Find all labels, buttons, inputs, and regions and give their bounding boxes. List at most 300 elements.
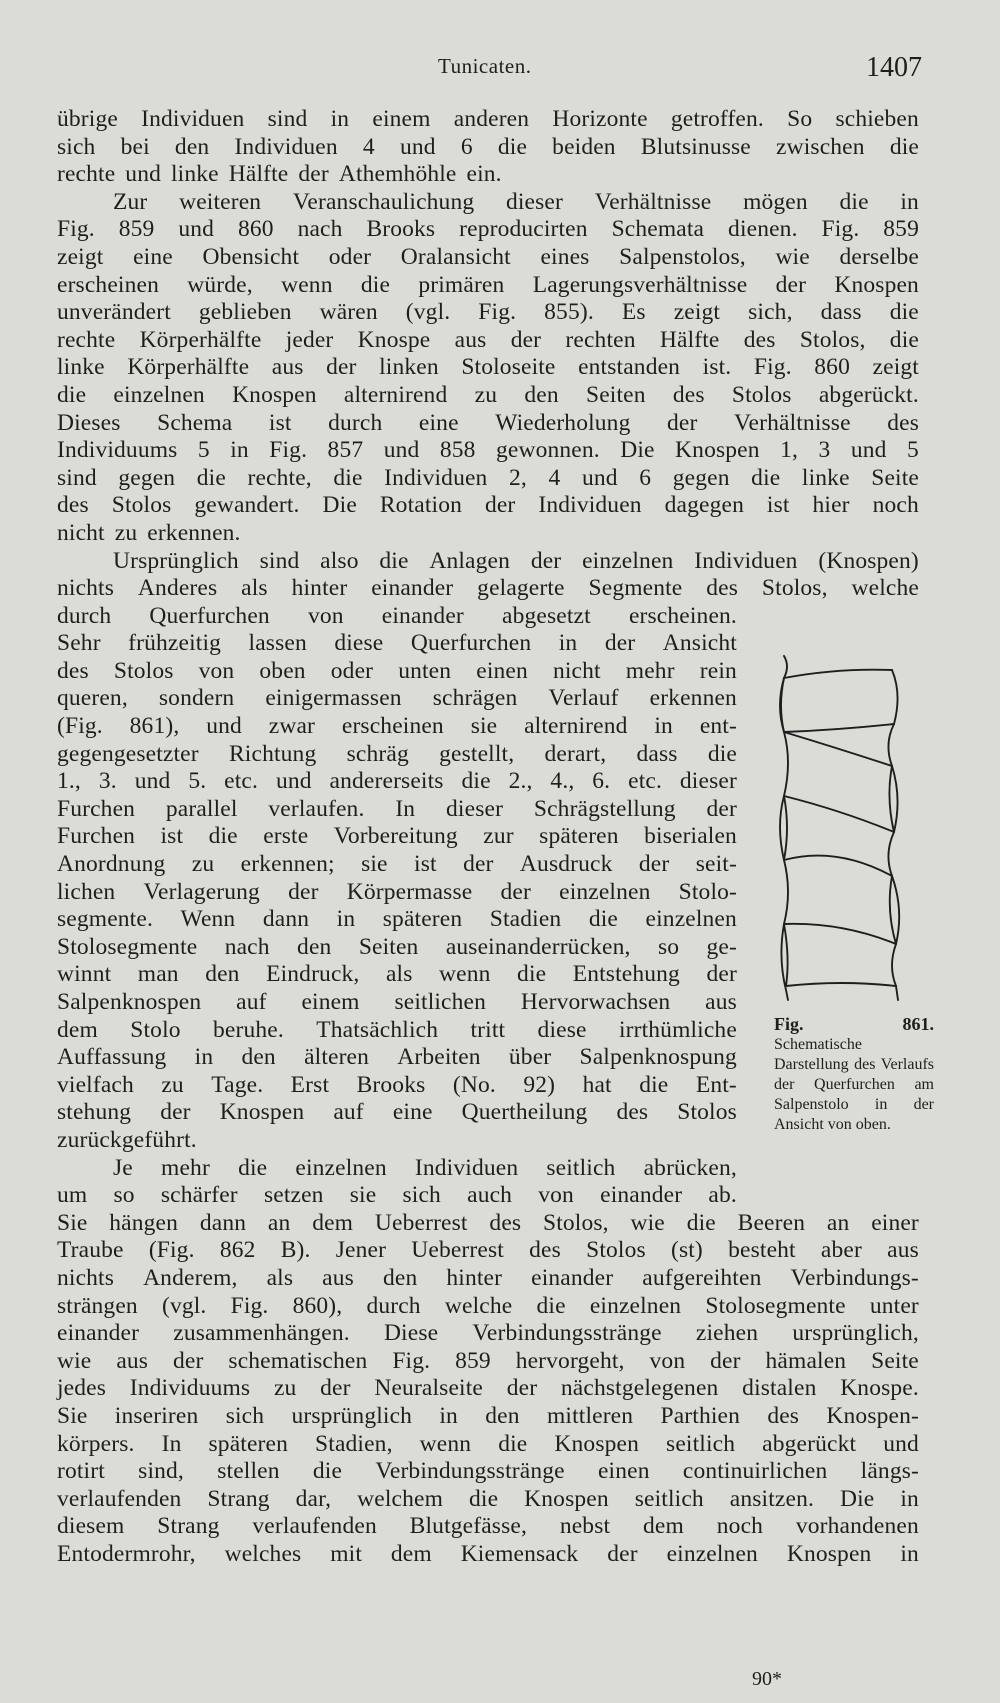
- word: winnt: [57, 961, 112, 988]
- word: sich: [57, 133, 96, 160]
- word: der: [463, 851, 494, 878]
- text-line: [57, 685, 737, 713]
- word: und: [275, 768, 312, 795]
- word: die: [379, 547, 409, 574]
- word: linken: [379, 354, 439, 381]
- word: und: [582, 464, 618, 491]
- word: Stolos: [111, 492, 172, 519]
- word: aus: [454, 326, 487, 353]
- word: oder: [330, 657, 374, 684]
- word: Individuen: [234, 133, 338, 160]
- word: zurückgeführt.: [57, 1126, 197, 1153]
- word: der: [298, 161, 329, 188]
- word: der: [530, 547, 562, 574]
- word: schrägen: [432, 685, 518, 712]
- word: schräg: [346, 740, 409, 767]
- word: einzelnen: [666, 1540, 758, 1567]
- word: sind: [259, 547, 300, 574]
- word: sich: [402, 1182, 441, 1209]
- text-line: [57, 1155, 737, 1183]
- word: Fig.: [230, 1292, 269, 1319]
- word: Stolos: [113, 657, 174, 684]
- word: dagegen: [664, 492, 744, 519]
- word: Ent-: [695, 1071, 737, 1098]
- word: schieben: [835, 106, 919, 132]
- text-line: [57, 989, 737, 1017]
- word: verlaufenden: [57, 1485, 182, 1512]
- word: stellen: [217, 1458, 280, 1485]
- text-line: [57, 1348, 919, 1376]
- word: späteren: [539, 823, 619, 850]
- word: dass: [820, 299, 862, 326]
- word: der: [710, 1347, 741, 1374]
- word: Auffassung: [57, 1044, 167, 1071]
- word: einander: [600, 1182, 683, 1209]
- word: Wiederholung: [495, 409, 631, 436]
- word: 859: [118, 216, 155, 243]
- word: erkennen;: [240, 851, 335, 878]
- word: Anordnung: [57, 851, 166, 878]
- word: 92): [523, 1071, 556, 1098]
- text-line: [57, 1320, 919, 1348]
- word: etc.: [224, 768, 259, 795]
- word: gewandert.: [194, 492, 300, 519]
- word: Individuen: [694, 547, 798, 574]
- word: in: [900, 1540, 919, 1567]
- word: hat: [582, 1071, 612, 1098]
- text-line: [57, 1182, 737, 1210]
- word: die: [889, 326, 919, 353]
- word: welches: [224, 1540, 302, 1567]
- word: Knospen: [786, 1540, 872, 1567]
- word: Lagerungsverhältnisse: [532, 271, 748, 298]
- word: primären: [418, 271, 505, 298]
- word: der: [288, 878, 319, 905]
- word: zeigt: [872, 354, 919, 381]
- word: 2,: [509, 464, 527, 491]
- word: Je: [113, 1154, 133, 1181]
- word: erscheinen.: [628, 602, 737, 629]
- word: lassen: [248, 630, 307, 657]
- word: nebst: [559, 1513, 611, 1540]
- word: Verlauf: [548, 685, 619, 712]
- word: Individuen: [384, 464, 488, 491]
- word: an: [267, 1209, 291, 1236]
- word: des: [887, 409, 919, 436]
- word: Salpenknospung: [579, 1044, 737, 1071]
- word: hier: [812, 492, 850, 519]
- word: so: [657, 933, 680, 960]
- word: Salpenknospen: [57, 989, 202, 1015]
- word: strängen: [57, 1292, 138, 1319]
- word: welche: [444, 1292, 513, 1319]
- word: sie: [349, 1182, 377, 1209]
- word: Stoloseite: [461, 354, 556, 381]
- word: Strang: [157, 1513, 220, 1540]
- word: zu: [474, 381, 498, 408]
- word: die: [707, 740, 737, 767]
- word: als: [241, 575, 268, 602]
- word: (st): [670, 1237, 703, 1264]
- word: Ausdruck: [519, 851, 613, 878]
- word: des: [616, 1099, 649, 1126]
- word: verlaufenden: [252, 1513, 377, 1540]
- word: zusammenhängen.: [173, 1320, 350, 1347]
- word: sich: [225, 1402, 265, 1429]
- word: der: [326, 354, 357, 381]
- word: Seite: [871, 1347, 919, 1374]
- text-line: [57, 768, 737, 796]
- word: Traube: [57, 1237, 124, 1264]
- word: seitlich: [666, 1430, 736, 1457]
- word: queren,: [57, 685, 128, 712]
- word: (vgl.: [161, 1292, 207, 1319]
- word: in: [654, 713, 673, 740]
- word: der: [173, 1347, 204, 1374]
- word: oder: [328, 243, 372, 270]
- word: den: [297, 933, 332, 960]
- word: seitlichen: [394, 989, 487, 1015]
- word: Stolo: [130, 1016, 181, 1043]
- word: Verlagerung: [143, 878, 260, 905]
- word: einzelnen: [559, 878, 651, 905]
- word: einander: [57, 1320, 140, 1347]
- word: 6.: [592, 768, 611, 795]
- word: Individuen: [141, 106, 245, 132]
- word: Verbindungsstränge: [472, 1320, 662, 1347]
- word: Fig.: [392, 1347, 431, 1374]
- word: Schrägstellung: [533, 795, 676, 822]
- word: eines: [540, 243, 590, 270]
- word: Sehr: [57, 630, 101, 657]
- word: ziehen: [695, 1320, 759, 1347]
- word: einzelnen: [582, 547, 674, 574]
- text-line: [57, 1513, 919, 1541]
- text-line: [57, 520, 919, 548]
- word: ist: [414, 851, 437, 878]
- word: des: [57, 657, 89, 684]
- word: nach: [297, 216, 343, 243]
- text-line: [57, 492, 919, 520]
- word: setzen: [263, 1182, 324, 1209]
- word: getroffen.: [670, 106, 764, 132]
- word: ursprünglich,: [792, 1320, 919, 1347]
- text-line: [57, 1127, 737, 1155]
- word: den: [174, 133, 210, 160]
- page-header: [0, 52, 1000, 92]
- word: Anderem,: [143, 1264, 238, 1291]
- word: 4.,: [550, 768, 575, 795]
- word: segmente.: [57, 906, 153, 933]
- word: die: [469, 1485, 499, 1512]
- word: welchem: [357, 1485, 444, 1512]
- word: Stolos,: [543, 1209, 609, 1236]
- word: einander: [381, 602, 464, 629]
- word: des: [489, 1209, 522, 1236]
- word: vielfach: [57, 1071, 134, 1098]
- word: die: [686, 1209, 716, 1236]
- text-line: [57, 272, 919, 300]
- word: vorhandenen: [795, 1513, 919, 1540]
- word: Sie: [57, 1209, 88, 1236]
- word: oben: [259, 657, 306, 684]
- page-number: 1407: [866, 52, 922, 83]
- word: den: [382, 1264, 418, 1291]
- word: Ursprünglich: [113, 547, 239, 574]
- word: erkennen.: [147, 519, 241, 546]
- word: die: [497, 133, 528, 160]
- word: über: [508, 1044, 552, 1071]
- word: eine: [418, 409, 459, 436]
- word: aus: [116, 1347, 149, 1374]
- word: in: [330, 106, 350, 132]
- word: gelagerte: [477, 575, 565, 602]
- word: die: [238, 1154, 268, 1181]
- word: Brooks: [356, 1071, 426, 1098]
- word: nicht: [57, 519, 105, 546]
- word: noch: [716, 1513, 764, 1540]
- word: Verhältnisse: [594, 188, 712, 215]
- word: dieser: [679, 768, 737, 795]
- word: 2.,: [508, 768, 533, 795]
- word: die: [312, 1458, 343, 1485]
- text-line: [57, 1265, 919, 1293]
- word: des: [672, 381, 705, 408]
- word: reproducirten: [459, 216, 588, 243]
- word: 3: [818, 437, 831, 464]
- text-line: [57, 327, 919, 355]
- word: Fig.: [57, 216, 95, 243]
- word: eine: [392, 1099, 433, 1126]
- word: würde,: [187, 271, 253, 298]
- word: diesem: [57, 1513, 125, 1540]
- text-line: [57, 1210, 919, 1238]
- word: mit: [330, 1540, 363, 1567]
- word: von: [307, 602, 344, 629]
- word: Furchen: [57, 823, 136, 850]
- word: Individuen: [538, 492, 642, 519]
- text-line: [57, 161, 919, 189]
- word: ist: [268, 409, 292, 436]
- word: 6: [639, 464, 652, 491]
- word: beruhe.: [213, 1016, 284, 1043]
- word: Obensicht: [202, 243, 300, 270]
- word: dann: [199, 1209, 247, 1236]
- word: der: [638, 851, 670, 878]
- word: in: [194, 1044, 214, 1071]
- word: Rotation: [379, 492, 463, 519]
- word: sind,: [138, 1458, 184, 1485]
- figure-861: [762, 648, 952, 1135]
- word: 862: [219, 1237, 256, 1264]
- text-line: [57, 410, 919, 438]
- word: der: [506, 1375, 538, 1402]
- word: durch: [366, 1292, 421, 1319]
- word: 860: [814, 354, 850, 381]
- word: Stolosegmente: [705, 1292, 846, 1319]
- text-line: [57, 1099, 737, 1127]
- word: Neuralseite: [374, 1375, 483, 1402]
- word: Oralansicht: [400, 243, 511, 270]
- word: die: [208, 823, 238, 850]
- word: einander: [371, 575, 454, 602]
- word: Stadien: [489, 906, 562, 933]
- text-line: [57, 851, 737, 879]
- word: nach: [224, 933, 270, 960]
- word: sind: [57, 464, 97, 491]
- word: hervorgeht,: [515, 1347, 625, 1374]
- word: einen: [476, 657, 528, 684]
- word: seit-: [695, 851, 737, 878]
- word: wie: [775, 243, 810, 270]
- text-line: [57, 106, 919, 134]
- word: derselbe: [839, 243, 919, 270]
- word: wären: [319, 299, 378, 326]
- word: einander: [531, 1264, 614, 1291]
- word: sie: [470, 713, 498, 740]
- text-line: [57, 879, 737, 907]
- word: Fig.: [821, 216, 860, 243]
- word: der: [500, 878, 531, 905]
- word: die: [889, 133, 919, 160]
- word: dass: [636, 740, 678, 767]
- word: 859: [455, 1347, 491, 1374]
- word: Es: [621, 299, 646, 326]
- word: Parthien: [660, 1402, 740, 1429]
- word: weiteren: [179, 188, 262, 215]
- word: wenn: [439, 961, 491, 988]
- word: zu: [114, 519, 138, 546]
- word: die: [196, 464, 226, 491]
- word: etc.: [628, 768, 662, 795]
- word: dem: [643, 1513, 684, 1540]
- text-line: [57, 1375, 919, 1403]
- word: abrücken,: [643, 1154, 737, 1181]
- text-line: [57, 741, 737, 769]
- word: man: [137, 961, 179, 988]
- word: Ueberrest: [411, 1237, 504, 1264]
- word: (Fig.: [148, 1237, 195, 1264]
- text-line: [57, 1237, 919, 1265]
- word: Verbindungsstränge: [375, 1458, 565, 1485]
- word: hängen: [109, 1209, 179, 1236]
- word: in: [439, 1402, 458, 1429]
- word: ist.: [702, 354, 732, 381]
- word: Stolo-: [678, 878, 737, 905]
- word: ursprünglich: [291, 1402, 413, 1429]
- word: lichen: [57, 878, 116, 905]
- word: aufgereihten: [642, 1264, 762, 1291]
- word: in: [900, 188, 919, 215]
- word: linke: [57, 354, 105, 381]
- word: Salpenstolos,: [619, 243, 746, 270]
- word: 4: [548, 464, 561, 491]
- word: Entodermrohr,: [57, 1540, 196, 1567]
- word: jedes: [57, 1375, 107, 1402]
- word: einem: [301, 989, 360, 1015]
- running-title: Tunicaten.: [438, 54, 532, 78]
- word: Brooks: [366, 216, 436, 243]
- word: rechte: [57, 326, 116, 353]
- word: Knospen: [675, 437, 760, 464]
- word: ent-: [699, 713, 737, 740]
- text-line: [57, 465, 919, 493]
- word: Seiten: [358, 933, 419, 960]
- text-line: [57, 437, 919, 465]
- word: 860),: [292, 1292, 343, 1319]
- word: gegen: [672, 464, 730, 491]
- word: die: [536, 1292, 566, 1319]
- word: Furchen: [57, 795, 136, 822]
- word: die: [333, 464, 363, 491]
- word: einzelnen: [645, 906, 737, 933]
- word: Thatsächlich: [316, 1016, 439, 1043]
- word: zeigt: [57, 243, 104, 270]
- word: schematischen: [228, 1347, 368, 1374]
- word: Fig.: [478, 299, 517, 326]
- word: Individuums: [57, 437, 178, 464]
- word: dann: [262, 906, 310, 933]
- word: älteren: [304, 1044, 370, 1071]
- word: erscheinen: [341, 713, 444, 740]
- word: unter: [869, 1292, 919, 1319]
- word: Arbeiten: [397, 1044, 481, 1071]
- word: abgerückt: [762, 1430, 857, 1457]
- word: und: [883, 1430, 919, 1457]
- word: Veranschaulichung: [292, 188, 475, 215]
- word: inseriren: [114, 1402, 199, 1429]
- word: gestellt,: [439, 740, 515, 767]
- word: dieser: [446, 795, 504, 822]
- word: Hälfte: [228, 161, 289, 188]
- word: des: [57, 492, 89, 519]
- word: Hervorwachsen: [520, 989, 671, 1015]
- word: sich,: [748, 299, 793, 326]
- word: durch: [328, 409, 383, 436]
- word: ge-: [706, 933, 737, 960]
- text-line: [57, 354, 919, 382]
- text-line: [57, 1072, 737, 1100]
- word: aus: [887, 1237, 919, 1264]
- text-line: [57, 244, 919, 272]
- word: Stolos,: [761, 575, 828, 602]
- word: diese: [334, 630, 384, 657]
- word: sie: [361, 851, 388, 878]
- word: den: [524, 381, 559, 408]
- word: seitlich: [634, 1485, 704, 1512]
- word: der: [510, 326, 542, 353]
- word: Strang: [207, 1485, 270, 1512]
- text-line: [57, 134, 919, 162]
- word: Jener: [335, 1237, 387, 1264]
- word: den: [205, 961, 240, 988]
- word: distalen: [742, 1375, 817, 1402]
- text-line: [57, 906, 737, 934]
- word: dienen.: [728, 216, 798, 243]
- text-line: [57, 713, 737, 741]
- text-line: [57, 299, 919, 327]
- word: erste: [263, 823, 309, 850]
- word: Kiemensack: [460, 1540, 579, 1567]
- word: entstanden: [578, 354, 681, 381]
- word: in: [230, 437, 249, 464]
- text-line: [57, 630, 737, 658]
- word: auch: [467, 1182, 513, 1209]
- word: stehung: [57, 1099, 132, 1126]
- word: den: [485, 1402, 520, 1429]
- word: Entstehung: [572, 961, 680, 988]
- word: Verhältnisse: [734, 409, 851, 436]
